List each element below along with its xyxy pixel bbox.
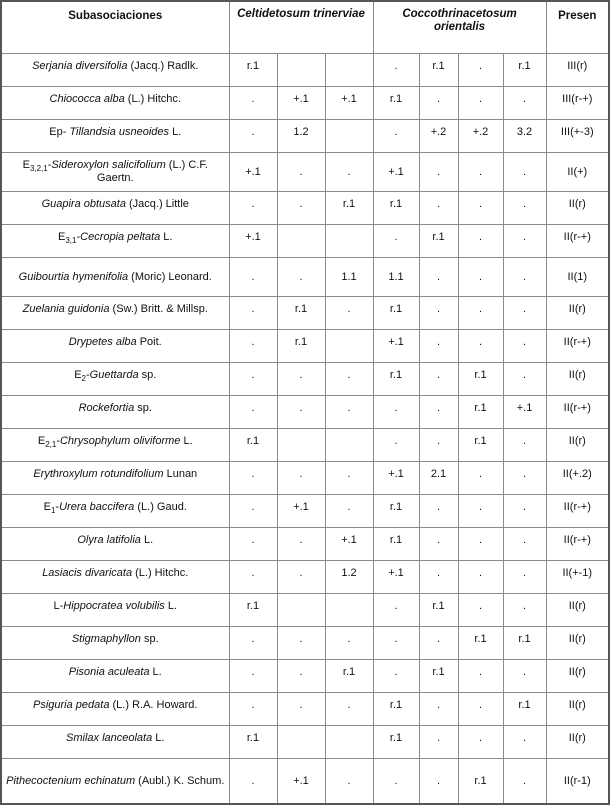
species-epithet: Psiguria pedata [33, 699, 110, 711]
species-name [1, 759, 229, 805]
abundance-cell: r.1 [458, 363, 503, 396]
species-name [1, 120, 229, 153]
species-name [1, 561, 229, 594]
abundance-cell [325, 225, 373, 258]
abundance-cell: r.1 [277, 330, 325, 363]
abundance-cell: +.2 [419, 120, 458, 153]
abundance-cell: . [419, 258, 458, 297]
abundance-cell: . [503, 258, 546, 297]
table-row [1, 192, 609, 225]
presence-cell: II(+) [546, 153, 609, 192]
table-row [1, 759, 609, 805]
abundance-cell: . [277, 561, 325, 594]
abundance-cell: r.1 [503, 693, 546, 726]
abundance-cell: . [458, 297, 503, 330]
abundance-cell [325, 120, 373, 153]
presence-cell: II(1) [546, 258, 609, 297]
abundance-cell: 1.1 [373, 258, 419, 297]
species-text: (Jacq.) Radlk. [127, 60, 199, 72]
species-text: Ep- [49, 126, 70, 138]
species-text: L. [160, 231, 173, 243]
abundance-cell: . [419, 153, 458, 192]
species-name [1, 462, 229, 495]
table-row [1, 528, 609, 561]
species-text: Poit. [136, 336, 162, 348]
abundance-cell: +.1 [277, 759, 325, 805]
species-epithet: Chiococca alba [49, 93, 125, 105]
abundance-cell: . [503, 495, 546, 528]
abundance-cell: r.1 [419, 54, 458, 87]
abundance-cell: . [503, 561, 546, 594]
species-text: - [55, 501, 60, 513]
abundance-cell: . [419, 528, 458, 561]
species-epithet: Chrysophylum oliviforme [59, 435, 181, 447]
abundance-cell: . [325, 759, 373, 805]
abundance-cell: . [325, 495, 373, 528]
abundance-cell: r.1 [325, 192, 373, 225]
species-text: sp. [134, 402, 152, 414]
table-row [1, 693, 609, 726]
table-row [1, 726, 609, 759]
species-name [1, 258, 229, 297]
abundance-cell: . [229, 87, 277, 120]
abundance-cell: r.1 [373, 528, 419, 561]
header-coccothrinacetosum: Coccothrinacetosum orientalis [373, 1, 546, 54]
species-text: L. [140, 534, 154, 546]
abundance-cell [277, 726, 325, 759]
abundance-cell: . [373, 594, 419, 627]
species-epithet: Guettarda [89, 369, 139, 381]
abundance-cell [325, 54, 373, 87]
abundance-cell: . [229, 660, 277, 693]
table-row [1, 495, 609, 528]
species-text: - [85, 369, 90, 381]
abundance-cell [325, 594, 373, 627]
table-row [1, 54, 609, 87]
abundance-cell: . [419, 561, 458, 594]
abundance-cell [277, 429, 325, 462]
species-text: - [56, 435, 60, 447]
abundance-cell: . [277, 258, 325, 297]
species-name [1, 192, 229, 225]
stratum-subscript: 2,1 [45, 440, 57, 450]
presence-cell: II(r-+) [546, 495, 609, 528]
table-row [1, 225, 609, 258]
abundance-cell: . [229, 495, 277, 528]
species-text: (Sw.) Britt. & Millsp. [109, 303, 208, 315]
abundance-cell: . [419, 396, 458, 429]
abundance-cell: +.2 [458, 120, 503, 153]
abundance-cell: +.1 [325, 87, 373, 120]
abundance-cell: r.1 [419, 594, 458, 627]
abundance-cell: r.1 [373, 297, 419, 330]
abundance-cell: . [419, 363, 458, 396]
abundance-cell: . [325, 396, 373, 429]
abundance-cell: . [419, 429, 458, 462]
presence-cell: II(r) [546, 297, 609, 330]
species-text: L. [152, 732, 165, 744]
abundance-cell: . [503, 363, 546, 396]
abundance-cell [277, 225, 325, 258]
abundance-cell: 2.1 [419, 462, 458, 495]
abundance-cell: r.1 [419, 660, 458, 693]
table-row [1, 87, 609, 120]
species-text: sp. [138, 369, 157, 381]
table-row [1, 363, 609, 396]
abundance-cell: . [277, 627, 325, 660]
abundance-cell: r.1 [458, 759, 503, 805]
abundance-cell: . [458, 87, 503, 120]
species-name [1, 87, 229, 120]
species-text: E [22, 159, 30, 171]
abundance-cell: . [419, 726, 458, 759]
presence-cell: II(r) [546, 693, 609, 726]
species-name [1, 396, 229, 429]
species-name [1, 330, 229, 363]
abundance-cell: . [503, 87, 546, 120]
species-text: (Moric) Leonard. [128, 270, 212, 283]
abundance-cell: . [458, 462, 503, 495]
species-epithet: Zuelania guidonia [22, 303, 110, 315]
abundance-cell: . [229, 120, 277, 153]
abundance-cell: r.1 [373, 87, 419, 120]
species-epithet: Urera baccifera [59, 501, 135, 513]
abundance-cell: . [373, 120, 419, 153]
species-name [1, 693, 229, 726]
presence-cell: II(+-1) [546, 561, 609, 594]
species-text: E [43, 501, 51, 513]
species-name [1, 726, 229, 759]
abundance-cell: . [503, 192, 546, 225]
species-text: (L.) Hitchc. [124, 93, 181, 105]
abundance-cell: . [325, 693, 373, 726]
presence-cell: II(r) [546, 660, 609, 693]
abundance-cell: +.1 [373, 561, 419, 594]
species-epithet: Serjania diversifolia [32, 60, 128, 72]
table-row [1, 396, 609, 429]
abundance-cell: . [229, 693, 277, 726]
abundance-cell: . [373, 660, 419, 693]
header-row [1, 1, 609, 54]
abundance-cell: . [458, 153, 503, 192]
abundance-cell: +.1 [229, 225, 277, 258]
abundance-cell: . [373, 627, 419, 660]
abundance-cell: . [458, 258, 503, 297]
species-text: L. [169, 126, 182, 138]
presence-cell: II(r) [546, 594, 609, 627]
abundance-cell: +.1 [325, 528, 373, 561]
table-row [1, 627, 609, 660]
abundance-cell: . [229, 759, 277, 805]
species-epithet: Sideroxylon salicifolium [51, 159, 166, 171]
species-text: - [47, 159, 52, 171]
abundance-cell [325, 726, 373, 759]
table-row [1, 462, 609, 495]
table-row [1, 330, 609, 363]
abundance-cell: . [229, 561, 277, 594]
abundance-cell: r.1 [458, 429, 503, 462]
abundance-cell: . [503, 594, 546, 627]
abundance-cell: . [503, 462, 546, 495]
species-text: E [37, 435, 46, 447]
abundance-cell: . [229, 627, 277, 660]
species-epithet: Smilax lanceolata [66, 732, 153, 744]
abundance-cell: . [277, 363, 325, 396]
presence-cell: II(r-1) [546, 759, 609, 805]
abundance-cell [277, 54, 325, 87]
abundance-cell: r.1 [373, 726, 419, 759]
species-text: L. [164, 600, 177, 612]
table-row [1, 561, 609, 594]
presence-cell: II(+.2) [546, 462, 609, 495]
species-epithet: Drypetes alba [68, 336, 137, 348]
abundance-cell: . [503, 297, 546, 330]
abundance-cell: . [419, 330, 458, 363]
header-presence: Presen [546, 1, 609, 54]
abundance-cell: . [373, 396, 419, 429]
abundance-cell: r.1 [229, 726, 277, 759]
species-text: sp. [140, 633, 159, 645]
table-row [1, 594, 609, 627]
abundance-cell: +.1 [503, 396, 546, 429]
abundance-cell: . [373, 54, 419, 87]
abundance-cell: . [458, 726, 503, 759]
species-text: - [76, 231, 81, 243]
abundance-cell: . [325, 462, 373, 495]
header-subasociaciones: Subasociaciones [1, 1, 229, 54]
species-text: (L.) R.A. Howard. [109, 699, 198, 711]
abundance-cell: r.1 [503, 54, 546, 87]
species-name [1, 429, 229, 462]
presence-cell: III(r) [546, 54, 609, 87]
abundance-cell: r.1 [373, 363, 419, 396]
abundance-cell: +.1 [373, 153, 419, 192]
abundance-cell: . [458, 561, 503, 594]
species-name [1, 297, 229, 330]
abundance-cell: . [458, 330, 503, 363]
table-row [1, 153, 609, 192]
species-name [1, 54, 229, 87]
presence-cell: II(r) [546, 192, 609, 225]
abundance-cell: 1.2 [325, 561, 373, 594]
abundance-cell: . [503, 225, 546, 258]
abundance-cell: . [458, 495, 503, 528]
species-epithet: Hippocratea volubilis [63, 600, 165, 612]
stratum-subscript: 1 [50, 506, 56, 516]
species-epithet: Rockefortia [78, 402, 135, 414]
abundance-cell: . [373, 759, 419, 805]
abundance-cell: r.1 [503, 627, 546, 660]
abundance-cell: r.1 [458, 627, 503, 660]
table-body [1, 54, 609, 805]
species-name [1, 594, 229, 627]
table-row [1, 297, 609, 330]
species-name [1, 225, 229, 258]
abundance-cell: . [325, 627, 373, 660]
abundance-cell: . [419, 627, 458, 660]
abundance-cell: . [229, 330, 277, 363]
abundance-cell: . [458, 594, 503, 627]
species-name [1, 528, 229, 561]
species-epithet: Erythroxylum rotundifolium [33, 468, 164, 480]
presence-cell: II(r) [546, 627, 609, 660]
species-name [1, 627, 229, 660]
abundance-cell: 1.1 [325, 258, 373, 297]
abundance-cell: . [503, 759, 546, 805]
abundance-cell: . [419, 759, 458, 805]
abundance-cell: . [229, 363, 277, 396]
presence-cell: II(r) [546, 363, 609, 396]
abundance-cell: . [229, 462, 277, 495]
abundance-cell: . [277, 693, 325, 726]
abundance-cell: +.1 [229, 153, 277, 192]
species-text: L- [53, 600, 64, 612]
abundance-cell: . [325, 153, 373, 192]
abundance-cell: . [229, 528, 277, 561]
species-name [1, 660, 229, 693]
species-name [1, 495, 229, 528]
header-celtidetosum: Celtidetosum trinerviae [229, 1, 373, 54]
abundance-cell [325, 330, 373, 363]
species-text: L. [149, 666, 162, 678]
abundance-cell: . [458, 192, 503, 225]
table-row [1, 120, 609, 153]
species-epithet: Guibourtia hymenifolia [18, 270, 129, 283]
species-epithet: Pisonia aculeata [68, 666, 150, 678]
abundance-cell: . [277, 192, 325, 225]
abundance-cell: . [503, 153, 546, 192]
species-epithet: Stigmaphyllon [71, 633, 141, 645]
abundance-cell: . [229, 297, 277, 330]
abundance-cell: . [419, 192, 458, 225]
abundance-cell: . [373, 225, 419, 258]
abundance-cell: . [229, 258, 277, 297]
abundance-cell: r.1 [373, 693, 419, 726]
abundance-cell: . [277, 660, 325, 693]
abundance-cell: r.1 [419, 225, 458, 258]
species-text: Lunan [163, 468, 198, 480]
abundance-cell: . [419, 495, 458, 528]
abundance-cell: r.1 [229, 594, 277, 627]
species-text: (L.) C.F. Gaertn. [96, 159, 208, 184]
abundance-cell: . [277, 462, 325, 495]
abundance-cell: . [503, 330, 546, 363]
abundance-cell: +.1 [277, 495, 325, 528]
species-text: E [58, 231, 66, 243]
presence-cell: III(+-3) [546, 120, 609, 153]
table-row [1, 660, 609, 693]
abundance-cell: . [277, 528, 325, 561]
species-epithet: Cecropia peltata [80, 231, 161, 243]
abundance-cell [325, 429, 373, 462]
abundance-cell: . [503, 429, 546, 462]
abundance-cell: . [277, 396, 325, 429]
species-epithet: Pithecoctenium echinatum [6, 774, 136, 787]
abundance-cell: . [419, 297, 458, 330]
table-row [1, 258, 609, 297]
abundance-cell: r.1 [325, 660, 373, 693]
abundance-cell [277, 594, 325, 627]
presence-cell: II(r) [546, 726, 609, 759]
abundance-cell: . [458, 225, 503, 258]
species-name [1, 363, 229, 396]
stratum-subscript: 2 [81, 374, 86, 384]
abundance-cell: . [277, 153, 325, 192]
abundance-cell: . [458, 693, 503, 726]
presence-cell: II(r) [546, 429, 609, 462]
stratum-subscript: 3,1 [65, 236, 77, 246]
species-epithet: Olyra latifolia [77, 534, 141, 546]
stratum-subscript: 3,2,1 [29, 164, 48, 174]
abundance-cell: 3.2 [503, 120, 546, 153]
abundance-cell: . [503, 726, 546, 759]
abundance-cell: . [458, 54, 503, 87]
species-text: (L.) Hitchc. [132, 567, 189, 579]
species-text: (Jacq.) Little [125, 198, 189, 210]
abundance-cell: . [458, 660, 503, 693]
abundance-cell: r.1 [458, 396, 503, 429]
species-epithet: Lasiacis divaricata [42, 567, 133, 579]
abundance-cell: +.1 [373, 330, 419, 363]
abundance-cell: +.1 [373, 462, 419, 495]
species-epithet: Guapira obtusata [41, 198, 126, 210]
abundance-cell: r.1 [373, 495, 419, 528]
abundance-cell: . [325, 297, 373, 330]
abundance-cell: . [229, 192, 277, 225]
abundance-cell: +.1 [277, 87, 325, 120]
abundance-cell: . [503, 528, 546, 561]
species-text: L. [180, 435, 193, 447]
abundance-cell: r.1 [373, 192, 419, 225]
abundance-cell: r.1 [277, 297, 325, 330]
abundance-cell: r.1 [229, 54, 277, 87]
abundance-cell: . [419, 87, 458, 120]
abundance-cell: . [229, 396, 277, 429]
presence-cell: II(r-+) [546, 528, 609, 561]
species-text: E [74, 369, 82, 381]
abundance-cell: . [325, 363, 373, 396]
abundance-cell: . [373, 429, 419, 462]
species-text: (Aubl.) K. Schum. [135, 774, 225, 787]
presence-cell: II(r-+) [546, 330, 609, 363]
abundance-cell: . [419, 693, 458, 726]
abundance-cell: r.1 [229, 429, 277, 462]
abundance-cell: 1.2 [277, 120, 325, 153]
abundance-cell: . [503, 660, 546, 693]
presence-cell: II(r-+) [546, 396, 609, 429]
presence-cell: III(r-+) [546, 87, 609, 120]
table-row [1, 429, 609, 462]
presence-cell: II(r-+) [546, 225, 609, 258]
species-epithet: Tillandsia usneoides [69, 126, 170, 138]
species-name [1, 153, 229, 192]
abundance-cell: . [458, 528, 503, 561]
species-text: (L.) Gaud. [134, 501, 187, 513]
